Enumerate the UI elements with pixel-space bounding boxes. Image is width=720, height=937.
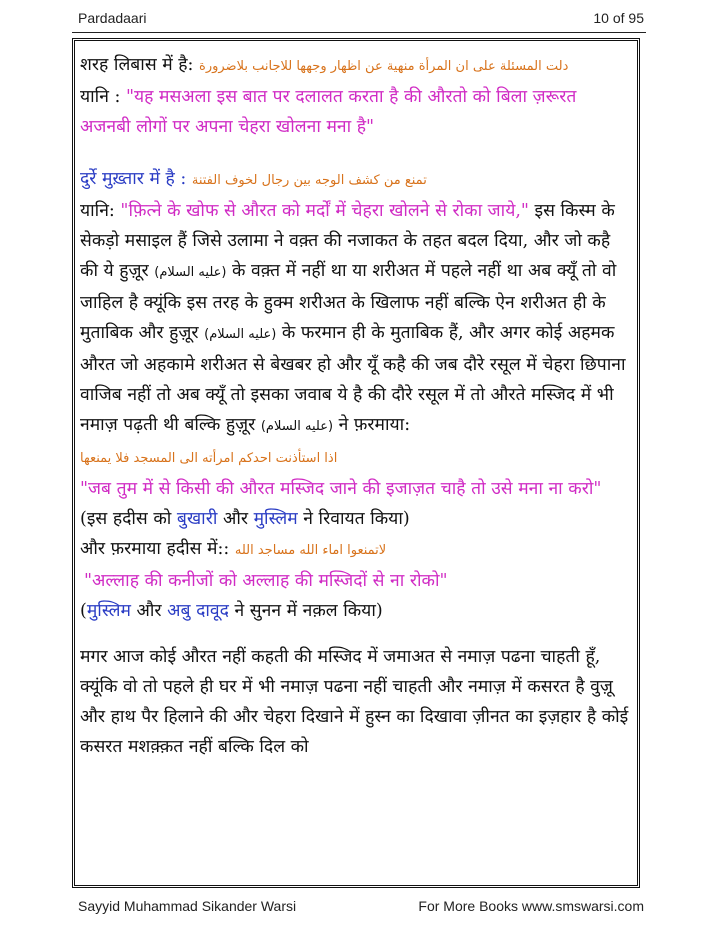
spacer xyxy=(80,626,632,642)
author-name: Sayyid Muhammad Sikander Warsi xyxy=(78,898,297,914)
reference-2-and: और xyxy=(130,601,168,621)
alaihissalam-2: (عليه السلام) xyxy=(204,327,277,342)
arabic-quote-1: دلت المسئلة على ان المرأة منهية عن اظهار وجهها للاجانب بلاضرورة xyxy=(199,59,569,74)
yani-label: यानि : xyxy=(80,87,126,107)
sharh-libas-lead: शरह लिबास में है: xyxy=(80,55,200,75)
reference-2 xyxy=(80,596,632,626)
book-title: Pardadaari xyxy=(78,10,147,26)
translation-quote-2: "फ़ित्ने के खोफ से औरत को मर्दों में चेहरा खोलने से रोका जाये," xyxy=(120,201,529,221)
arabic-quote-2: تمنع من كشف الوجه بين رجال لخوف الفتنة xyxy=(191,173,427,188)
yani-paragraph-1 xyxy=(80,82,632,142)
page-body xyxy=(80,50,632,762)
sharh-libas-paragraph xyxy=(80,50,632,82)
hadith-translation-1-line xyxy=(80,474,632,504)
hadith-translation-2-line xyxy=(80,566,632,596)
muslim-name-2: मुस्लिम xyxy=(86,601,131,621)
arabic-hadith-2: لاتمنعوا اماء الله مساجد الله xyxy=(234,543,387,558)
alaihissalam-3: (عليه السلام) xyxy=(260,419,334,434)
website-link[interactable]: For More Books www.smswarsi.com xyxy=(418,898,644,914)
reference-2-end: ने सुनन में नक़ल किया) xyxy=(228,601,383,621)
hadith-2-lead: और फ़रमाया हदीस में:: xyxy=(80,539,235,559)
page-number: 10 of 95 xyxy=(593,10,644,26)
page-footer xyxy=(78,898,644,918)
reference-1-text: (इस हदीस को xyxy=(80,509,177,529)
body-text-3: के फरमान ही के मुताबिक हैं, और अगर कोई अहमक औरत जो अहकामे शरीअत से बेखबर हो और यूँ कहै की जब दौरे रसूल में चेहरा छिपाना वाजिब नहीं तो अब क्यूँ तो इसका जवाब ये है की दौरे रसूल में तो औरते मस्जिद में भी नमाज़ पढ़ती थी बल्कि हुज़ूर xyxy=(80,323,626,435)
yani-label: यानि: xyxy=(80,201,121,221)
bukhari-name: बुखारी xyxy=(176,509,218,529)
page-header xyxy=(78,10,644,30)
arabic-hadith-1: اذا استأذنت احدكم امرأته الى المسجد فلا يمنعها xyxy=(80,451,338,466)
body-text-2: के वक़्त में नहीं था या शरीअत में पहले नहीं था अब क्यूँ तो वो जाहिल है क्यूंकि इस तरह के हुक्म शरीअत के खिलाफ नहीं बल्कि ऐन शरीअत ही के मुताबिक और हुज़ूर xyxy=(80,261,617,343)
durre-mukhtar-paragraph xyxy=(80,164,632,196)
main-paragraph xyxy=(80,196,632,442)
hadith-translation-1: "जब तुम में से किसी की औरत मस्जिद जाने की इजाज़त चाहै तो उसे मना ना करो" xyxy=(80,479,602,499)
hadith-2-intro xyxy=(80,534,632,566)
translation-quote-1: "यह मसअला इस बात पर दलालत करता है की औरतो को बिला ज़रूरत अजनबी लोगों पर अपना चेहरा खोलना मना है" xyxy=(80,87,577,137)
abu-dawud-name: अबु दावूद xyxy=(167,601,229,621)
reference-1-end: ने रिवायत किया) xyxy=(297,509,410,529)
muslim-name: मुस्लिम xyxy=(253,509,298,529)
body-text-1: इस किस्म के सेकड़ो मसाइल हैं जिसे उलामा ने वक़्त की नजाकत के तहत बदल दिया, और जो कहै की ये हुज़ूर xyxy=(80,201,615,281)
closing-paragraph: मगर आज कोई औरत नहीं कहती की मस्जिद में जमाअत से नमाज़ पढना चाहती हूँ, क्यूंकि वो तो पहले ही घर में भी नमाज़ पढना नहीं चाहती और नमाज़ में कसरत है वुज़ू और हाथ पैर हिलाने की और चेहरा दिखाने में हुस्न का दिखावा ज़ीनत का इज़हार है कोई कसरत मशक़्क़त नहीं बल्कि दिल को xyxy=(80,647,629,757)
arabic-hadith-1-line xyxy=(80,442,632,474)
body-text-4: ने फ़रमाया: xyxy=(333,415,411,435)
reference-2-open: ( xyxy=(80,601,87,621)
alaihissalam-1: (عليه السلام) xyxy=(154,265,227,280)
header-divider xyxy=(72,32,646,33)
reference-1-and: और xyxy=(217,509,254,529)
durre-mukhtar-lead: दुर्रे मुख़्तार में है : xyxy=(80,169,192,189)
hadith-translation-2: "अल्लाह की कनीजों को अल्लाह की मस्जिदों से ना रोको" xyxy=(84,571,448,591)
spacer xyxy=(80,142,632,164)
reference-1 xyxy=(80,504,632,534)
